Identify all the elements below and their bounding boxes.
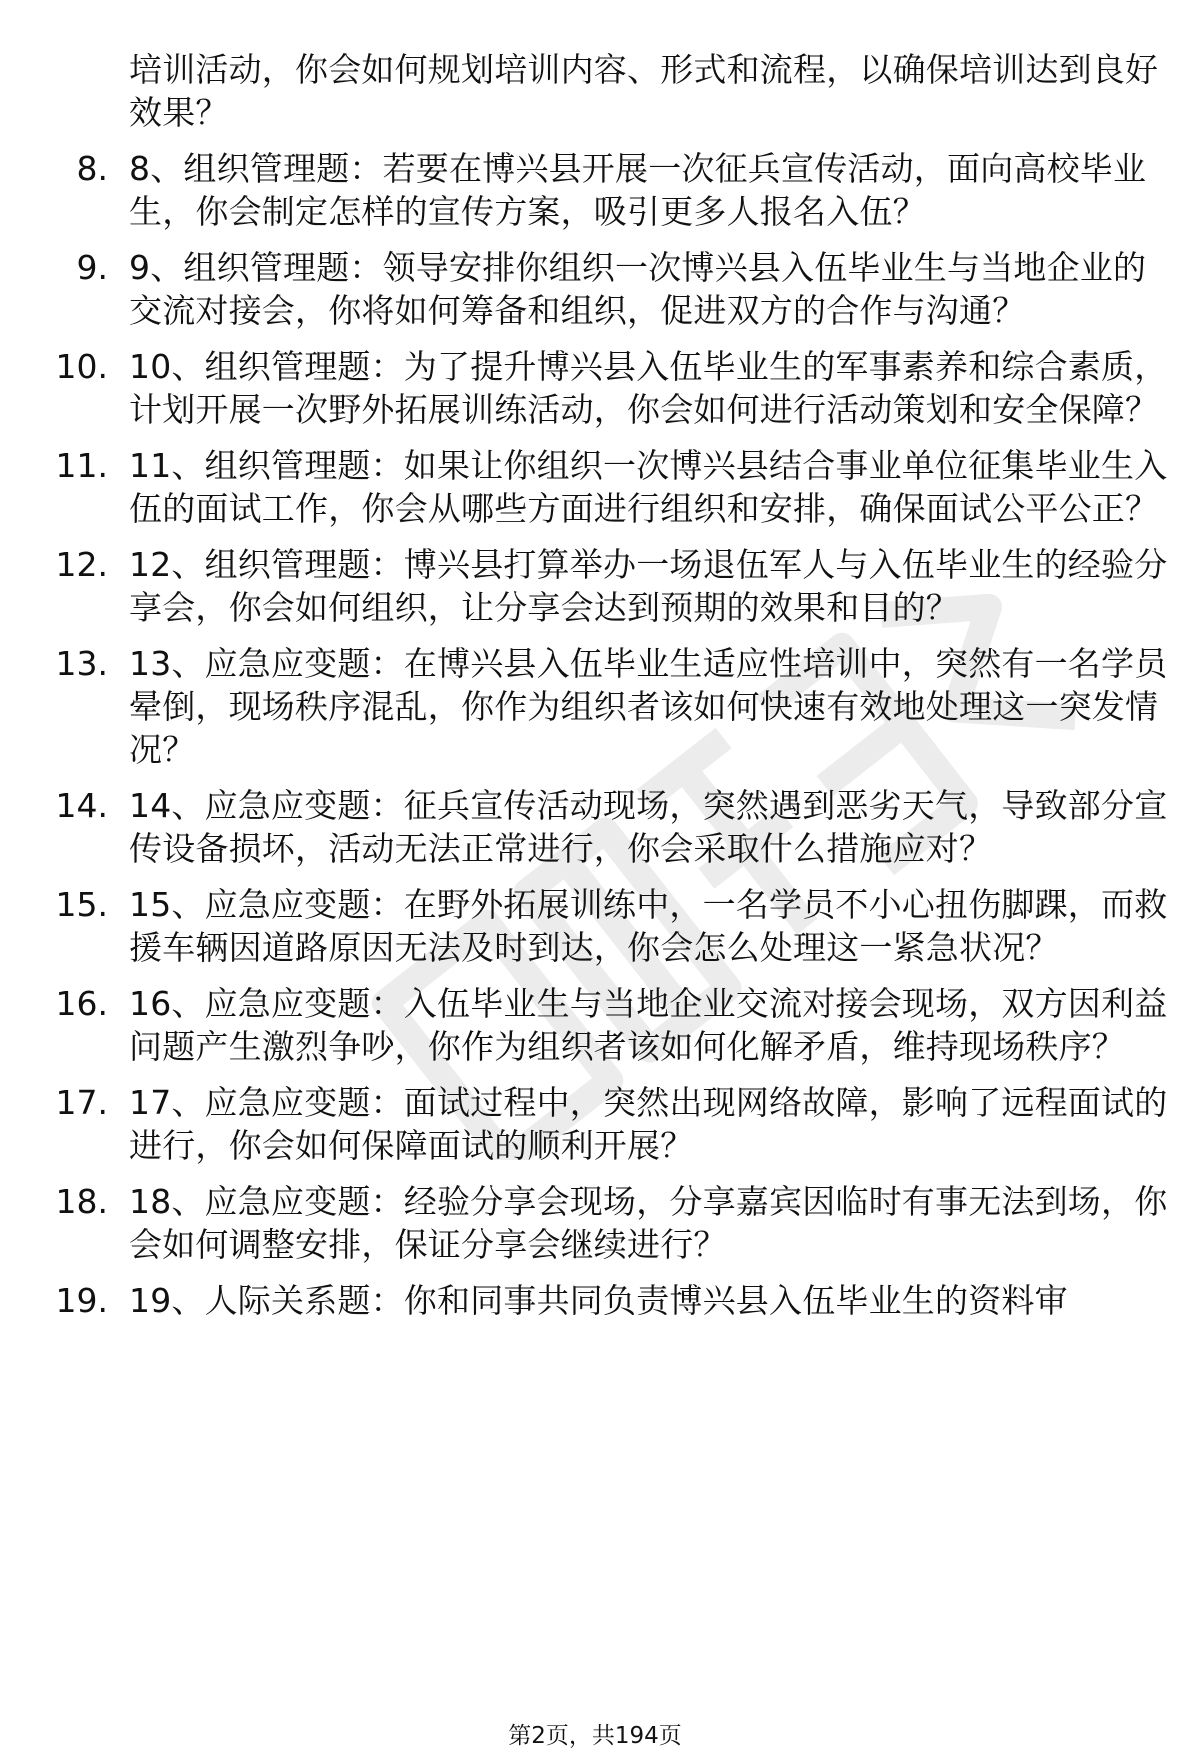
page-footer: 第2页，共194页 (508, 1723, 682, 1749)
list-item (0, 1279, 1190, 1322)
item-number: 17. (55, 1083, 108, 1122)
item-text: 17、应急应变题：面试过程中，突然出现网络故障，影响了远程面试的进行，你会如何保障面试的顺利开展？ (129, 1083, 1168, 1165)
list-item (0, 543, 1190, 629)
item-number: 11. (55, 446, 108, 485)
item-number: 8. (76, 149, 108, 188)
list-item-continuation (0, 48, 1190, 134)
item-number: 9. (76, 248, 108, 287)
item-text: 10、组织管理题：为了提升博兴县入伍毕业生的军事素养和综合素质，计划开展一次野外拓展训练活动，你会如何进行活动策划和安全保障？ (129, 347, 1168, 429)
list-item (0, 246, 1190, 332)
item-text: 8、组织管理题：若要在博兴县开展一次征兵宣传活动，面向高校毕业生，你会制定怎样的宣传方案，吸引更多人报名入伍？ (129, 149, 1147, 231)
item-number: 18. (55, 1182, 108, 1221)
item-text: 19、人际关系题：你和同事共同负责博兴县入伍毕业生的资料审 (129, 1281, 1068, 1320)
item-number: 10. (55, 347, 108, 386)
list-item (0, 147, 1190, 233)
continuation-text: 培训活动，你会如何规划培训内容、形式和流程，以确保培训达到良好效果？ (129, 50, 1159, 132)
item-text: 12、组织管理题：博兴县打算举办一场退伍军人与入伍毕业生的经验分享会，你会如何组织，让分享会达到预期的效果和目的？ (129, 545, 1168, 627)
item-text: 13、应急应变题：在博兴县入伍毕业生适应性培训中，突然有一名学员晕倒，现场秩序混乱，你作为组织者该如何快速有效地处理这一突发情况？ (129, 644, 1168, 769)
list-item (0, 444, 1190, 530)
item-number: 15. (55, 885, 108, 924)
item-text: 15、应急应变题：在野外拓展训练中，一名学员不小心扭伤脚踝，而救援车辆因道路原因无法及时到达，你会怎么处理这一紧急状况？ (129, 885, 1168, 967)
item-number: 19. (55, 1281, 108, 1320)
item-text: 16、应急应变题：入伍毕业生与当地企业交流对接会现场，双方因利益问题产生激烈争吵，你作为组织者该如何化解矛盾，维持现场秩序？ (129, 984, 1168, 1066)
list-item (0, 345, 1190, 431)
item-number: 12. (55, 545, 108, 584)
question-list (0, 48, 1190, 1335)
list-item (0, 642, 1190, 771)
item-text: 14、应急应变题：征兵宣传活动现场，突然遇到恶劣天气，导致部分宣传设备损坏，活动无法正常进行，你会采取什么措施应对？ (129, 786, 1168, 868)
list-item (0, 883, 1190, 969)
item-number: 13. (55, 644, 108, 683)
list-item (0, 1081, 1190, 1167)
list-item (0, 784, 1190, 870)
item-text: 18、应急应变题：经验分享会现场，分享嘉宾因临时有事无法到场，你会如何调整安排，保证分享会继续进行？ (129, 1182, 1168, 1264)
list-item (0, 1180, 1190, 1266)
item-text: 11、组织管理题：如果让你组织一次博兴县结合事业单位征集毕业生入伍的面试工作，你会从哪些方面进行组织和安排，确保面试公平公正？ (129, 446, 1168, 528)
list-item (0, 982, 1190, 1068)
item-number: 16. (55, 984, 108, 1023)
item-text: 9、组织管理题：领导安排你组织一次博兴县入伍毕业生与当地企业的交流对接会，你将如何筹备和组织，促进双方的合作与沟通？ (129, 248, 1147, 330)
item-number: 14. (55, 786, 108, 825)
